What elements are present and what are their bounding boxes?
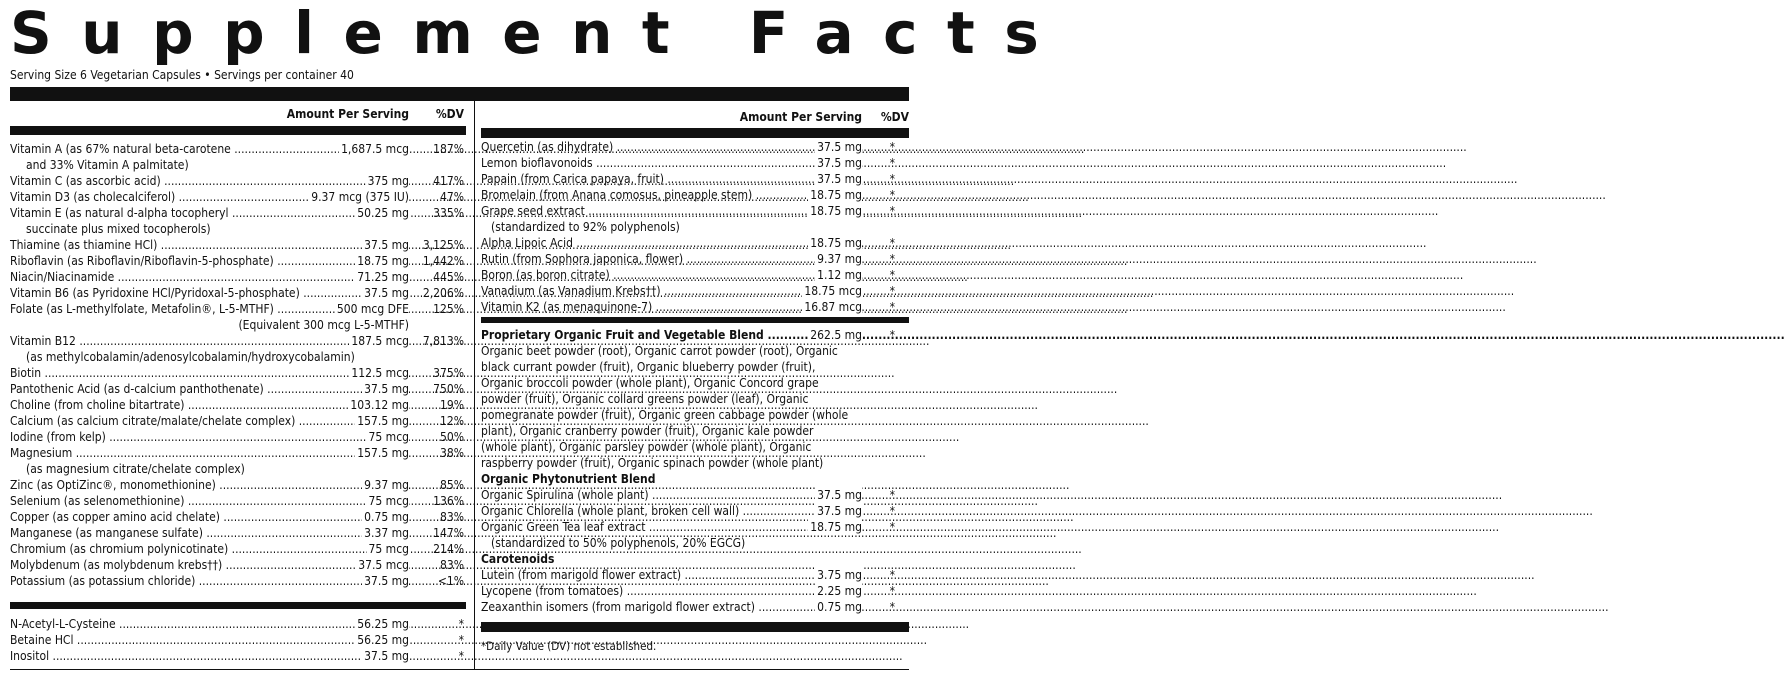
- nutrient-continuation: (Equivalent 300 mcg L-5-MTHF): [238, 318, 409, 332]
- nutrient-row: [10, 557, 466, 573]
- nutrient-label: Zeaxanthin isomers (from marigold flower extract) .....: [481, 599, 862, 615]
- nutrient-dv: 1,442%: [422, 254, 464, 268]
- left-header-bar: [10, 126, 466, 135]
- nutrient-amount: 0.75 mg: [364, 510, 409, 524]
- ingredient-row: [481, 171, 909, 187]
- nutrient-continuation: (as magnesium citrate/chelate complex): [26, 462, 245, 476]
- nutrient-dv: 50%: [440, 430, 464, 444]
- ingredient-row: [481, 567, 909, 583]
- right-footer-bar: [481, 622, 909, 632]
- nutrient-amount: 1,687.5 mcg: [341, 142, 409, 156]
- blend-title-row: [481, 327, 909, 343]
- nutrient-dv: 147%: [433, 526, 464, 540]
- nutrient-dv: *: [889, 300, 895, 314]
- footnote: *Daily Value (DV) not established.: [481, 639, 657, 653]
- nutrient-label: Calcium (as calcium citrate/malate/chelate complex) .....: [10, 413, 409, 429]
- nutrient-row: [10, 333, 466, 349]
- nutrient-dv: 3,125%: [422, 238, 464, 252]
- nutrient-label: Molybdenum (as molybdenum krebs††) .....: [10, 557, 409, 573]
- nutrient-amount: 18.75 mg: [810, 188, 862, 202]
- nutrient-amount: 37.5 mcg: [358, 558, 409, 572]
- nutrient-amount: 9.37 mg: [364, 478, 409, 492]
- nutrient-amount: 2.25 mg: [817, 584, 862, 598]
- nutrient-dv: *: [889, 204, 895, 218]
- ingredient-row: [481, 203, 909, 219]
- nutrient-label: Organic Green Tea leaf extract .....: [481, 519, 862, 535]
- nutrient-dv: *: [889, 252, 895, 266]
- nutrient-dv: 83%: [440, 510, 464, 524]
- blend-ingredients-line: plant), Organic cranberry powder (fruit), Organic kale powder: [481, 424, 814, 438]
- ingredient-row: [481, 267, 909, 283]
- blend-ingredients-line: pomegranate powder (fruit), Organic green cabbage powder (whole: [481, 408, 849, 422]
- amount-header-right: Amount Per Serving: [739, 110, 862, 124]
- ingredient-row: [481, 251, 909, 267]
- nutrient-amount: 112.5 mcg: [351, 366, 409, 380]
- right-column: [481, 101, 909, 669]
- nutrient-label: Betaine HCl .....: [10, 632, 409, 648]
- nutrient-row: [10, 397, 466, 413]
- nutrient-row: [10, 173, 466, 189]
- nutrient-dv: 125%: [433, 302, 464, 316]
- nutrient-amount: 157.5 mg: [357, 414, 409, 428]
- label-title: Supplement Facts: [10, 0, 1069, 67]
- nutrient-row: [10, 541, 466, 557]
- nutrient-label: Vitamin C (as ascorbic acid) .....: [10, 173, 409, 189]
- nutrient-amount: 37.5 mg: [364, 649, 409, 663]
- nutrient-continuation: (standardized to 92% polyphenols): [491, 220, 680, 234]
- nutrient-row: [10, 429, 466, 445]
- blend-title: Proprietary Organic Fruit and Vegetable Blend .....: [481, 327, 862, 343]
- nutrient-row: [10, 205, 466, 221]
- nutrient-label: Thiamine (as thiamine HCl) .....: [10, 237, 409, 253]
- nutrient-row: [10, 381, 466, 397]
- nutrient-dv: 187%: [433, 142, 464, 156]
- amount-header-left: Amount Per Serving: [286, 107, 409, 121]
- nutrient-dv: *: [458, 649, 464, 663]
- nutrient-label: Chromium (as chromium polynicotinate) .....: [10, 541, 409, 557]
- nutrient-amount: 375 mg: [367, 174, 409, 188]
- nutrient-label: Selenium (as selenomethionine) .....: [10, 493, 409, 509]
- nutrient-label: Zinc (as OptiZinc®, monomethionine) .....: [10, 477, 409, 493]
- nutrient-label: Inositol .....: [10, 648, 409, 664]
- nutrient-row: [10, 285, 466, 301]
- nutrient-dv: 214%: [433, 542, 464, 556]
- ingredient-row: [481, 299, 909, 315]
- nutrient-amount: 18.75 mcg: [804, 284, 862, 298]
- left-column: [10, 101, 466, 669]
- nutrient-dv: *: [889, 268, 895, 282]
- nutrient-dv: *: [458, 617, 464, 631]
- nutrient-amount: 0.75 mg: [817, 600, 862, 614]
- nutrient-amount: 18.75 mg: [810, 520, 862, 534]
- carotenoids-title: Carotenoids: [481, 552, 555, 566]
- nutrient-continuation: (standardized to 50% polyphenols, 20% EGCG): [491, 536, 746, 550]
- nutrient-dv: *: [889, 172, 895, 186]
- nutrient-amount: 75 mcg: [368, 430, 409, 444]
- nutrient-label: Vitamin B6 (as Pyridoxine HCl/Pyridoxal-5-phosphate) .....: [10, 285, 409, 301]
- nutrient-amount: 187.5 mcg: [351, 334, 409, 348]
- nutrient-amount: 37.5 mg: [364, 238, 409, 252]
- nutrient-amount: 37.5 mg: [817, 156, 862, 170]
- nutrient-label: Potassium (as potassium chloride) .....: [10, 573, 409, 589]
- nutrient-label: Lutein (from marigold flower extract) .....: [481, 567, 862, 583]
- nutrient-label: Biotin .....: [10, 365, 409, 381]
- nutrient-label: Vanadium (as Vanadium Krebs††) .....: [481, 283, 862, 299]
- nutrient-dv: *: [889, 584, 895, 598]
- nutrient-amount: 71.25 mg: [357, 270, 409, 284]
- ingredient-row: [481, 487, 909, 503]
- nutrient-amount: 50.25 mg: [357, 206, 409, 220]
- nutrient-row: [10, 525, 466, 541]
- nutrient-dv: *: [889, 284, 895, 298]
- blend-amount: 262.5 mg: [810, 328, 862, 342]
- nutrient-label: Vitamin A (as 67% natural beta-carotene .....: [10, 141, 409, 157]
- nutrient-label: Vitamin E (as natural d-alpha tocopheryl .....: [10, 205, 409, 221]
- nutrient-label: Riboflavin (as Riboflavin/Riboflavin-5-phosphate) .....: [10, 253, 409, 269]
- nutrient-amount: 56.25 mg: [357, 633, 409, 647]
- nutrient-dv: 85%: [440, 478, 464, 492]
- nutrient-dv: 7,813%: [422, 334, 464, 348]
- nutrient-dv: 19%: [440, 398, 464, 412]
- nutrient-dv: 417%: [433, 174, 464, 188]
- nutrient-continuation: and 33% Vitamin A palmitate): [26, 158, 189, 172]
- nutrient-amount: 9.37 mg: [817, 252, 862, 266]
- nutrient-row: [10, 648, 466, 664]
- nutrient-amount: 75 mcg: [368, 494, 409, 508]
- nutrient-dv: 2,206%: [422, 286, 464, 300]
- ingredient-row: [481, 235, 909, 251]
- nutrient-label: Quercetin (as dihydrate) .....: [481, 139, 862, 155]
- nutrient-dv: 12%: [440, 414, 464, 428]
- nutrient-amount: 103.12 mg: [350, 398, 409, 412]
- nutrient-amount: 3.37 mg: [364, 526, 409, 540]
- blend-ingredients-line: raspberry powder (fruit), Organic spinach powder (whole plant): [481, 456, 824, 470]
- nutrient-dv: *: [889, 600, 895, 614]
- nutrient-amount: 37.5 mg: [364, 574, 409, 588]
- nutrient-label: Organic Chlorella (whole plant, broken cell wall) .....: [481, 503, 862, 519]
- nutrient-dv: 47%: [440, 190, 464, 204]
- nutrient-label: Niacin/Niacinamide .....: [10, 269, 409, 285]
- nutrient-label: Manganese (as manganese sulfate) .....: [10, 525, 409, 541]
- nutrient-row: [10, 493, 466, 509]
- ingredient-row: [481, 283, 909, 299]
- nutrient-continuation: succinate plus mixed tocopherols): [26, 222, 211, 236]
- nutrient-dv: 750%: [433, 382, 464, 396]
- ingredient-row: [481, 187, 909, 203]
- nutrient-row: [10, 301, 466, 317]
- nutrient-row: [10, 477, 466, 493]
- nutrient-amount: 18.75 mg: [810, 204, 862, 218]
- nutrient-label: Folate (as L-methylfolate, Metafolin®, L-5-MTHF) .....: [10, 301, 409, 317]
- nutrient-label: Bromelain (from Anana comosus, pineapple stem) .....: [481, 187, 862, 203]
- nutrient-row: [10, 189, 466, 205]
- nutrient-dv: *: [889, 140, 895, 154]
- nutrient-amount: 37.5 mg: [817, 172, 862, 186]
- nutrient-row: [10, 141, 466, 157]
- nutrient-row: [10, 269, 466, 285]
- right-blend-bar: [481, 317, 909, 323]
- nutrient-row: [10, 365, 466, 381]
- nutrient-dv: *: [889, 520, 895, 534]
- nutrient-amount: 56.25 mg: [357, 617, 409, 631]
- nutrient-row: [10, 445, 466, 461]
- dv-header-right: %DV: [880, 110, 909, 124]
- nutrient-amount: 500 mcg DFE: [336, 302, 409, 316]
- nutrient-row: [10, 413, 466, 429]
- nutrient-label: Magnesium .....: [10, 445, 409, 461]
- blend-ingredients-line: (whole plant), Organic parsley powder (whole plant), Organic: [481, 440, 812, 454]
- blend-dv: *: [889, 328, 895, 342]
- nutrient-dv: 38%: [440, 446, 464, 460]
- nutrient-dv: 136%: [433, 494, 464, 508]
- nutrient-dv: *: [889, 188, 895, 202]
- nutrient-label: Organic Spirulina (whole plant) .....: [481, 487, 862, 503]
- ingredient-row: [481, 139, 909, 155]
- nutrient-label: Grape seed extract .....: [481, 203, 862, 219]
- nutrient-amount: 18.75 mg: [357, 254, 409, 268]
- nutrient-label: Vitamin D3 (as cholecalciferol) .....: [10, 189, 409, 205]
- phyto-title: Organic Phytonutrient Blend: [481, 472, 656, 486]
- nutrient-row: [10, 573, 466, 589]
- nutrient-dv: 83%: [440, 558, 464, 572]
- nutrient-row: [10, 253, 466, 269]
- nutrient-amount: 9.37 mcg (375 IU): [311, 190, 409, 204]
- nutrient-label: Boron (as boron citrate) .....: [481, 267, 862, 283]
- nutrient-dv: *: [889, 156, 895, 170]
- nutrient-amount: 37.5 mg: [817, 488, 862, 502]
- nutrient-dv: 445%: [433, 270, 464, 284]
- blend-ingredients-line: powder (fruit), Organic collard greens powder (leaf), Organic: [481, 392, 809, 406]
- nutrient-label: Vitamin K2 (as menaquinone-7) .....: [481, 299, 862, 315]
- nutrient-label: Lycopene (from tomatoes) .....: [481, 583, 862, 599]
- nutrient-label: Vitamin B12 .....: [10, 333, 409, 349]
- nutrient-amount: 157.5 mg: [357, 446, 409, 460]
- nutrient-label: Choline (from choline bitartrate) .....: [10, 397, 409, 413]
- nutrient-label: Copper (as copper amino acid chelate) .....: [10, 509, 409, 525]
- nutrient-label: Papain (from Carica papaya, fruit) .....: [481, 171, 862, 187]
- nutrient-dv: 375%: [433, 366, 464, 380]
- ingredient-row: [481, 599, 909, 615]
- nutrient-label: Rutin (from Sophora japonica, flower) .....: [481, 251, 862, 267]
- ingredient-row: [481, 503, 909, 519]
- nutrient-label: Alpha Lipoic Acid .....: [481, 235, 862, 251]
- bottom-rule: [10, 669, 909, 670]
- ingredient-row: [481, 155, 909, 171]
- nutrient-continuation: (as methylcobalamin/adenosylcobalamin/hydroxycobalamin): [26, 350, 355, 364]
- nutrient-amount: 3.75 mg: [817, 568, 862, 582]
- nutrient-amount: 16.87 mcg: [804, 300, 862, 314]
- nutrient-label: N-Acetyl-L-Cysteine .....: [10, 616, 409, 632]
- nutrient-row: [10, 616, 466, 632]
- dv-header-left: %DV: [435, 107, 464, 121]
- left-group-bar: [10, 602, 466, 609]
- serving-info: Serving Size 6 Vegetarian Capsules • Servings per container 40: [10, 68, 354, 82]
- nutrient-amount: 37.5 mg: [364, 382, 409, 396]
- nutrient-dv: 335%: [433, 206, 464, 220]
- nutrient-row: [10, 237, 466, 253]
- nutrient-dv: *: [458, 633, 464, 647]
- nutrient-amount: 1.12 mg: [817, 268, 862, 282]
- nutrient-dv: *: [889, 488, 895, 502]
- nutrient-row: [10, 509, 466, 525]
- top-divider: [10, 87, 909, 101]
- nutrient-amount: 37.5 mg: [817, 140, 862, 154]
- nutrient-dv: <1%: [437, 574, 464, 588]
- ingredient-row: [481, 519, 909, 535]
- nutrient-dv: *: [889, 568, 895, 582]
- nutrient-amount: 37.5 mg: [364, 286, 409, 300]
- blend-ingredients-line: Organic broccoli powder (whole plant), Organic Concord grape: [481, 376, 819, 390]
- nutrient-amount: 18.75 mg: [810, 236, 862, 250]
- nutrient-row: [10, 632, 466, 648]
- nutrient-label: Iodine (from kelp) .....: [10, 429, 409, 445]
- blend-ingredients-line: Organic beet powder (root), Organic carrot powder (root), Organic: [481, 344, 838, 358]
- blend-ingredients-line: black currant powder (fruit), Organic blueberry powder (fruit),: [481, 360, 816, 374]
- nutrient-amount: 37.5 mg: [817, 504, 862, 518]
- ingredient-row: [481, 583, 909, 599]
- nutrient-amount: 75 mcg: [368, 542, 409, 556]
- nutrient-label: Pantothenic Acid (as d-calcium panthothenate) .....: [10, 381, 409, 397]
- right-header-bar: [481, 128, 909, 138]
- nutrient-dv: *: [889, 504, 895, 518]
- nutrient-label: Lemon bioflavonoids .....: [481, 155, 862, 171]
- nutrient-dv: *: [889, 236, 895, 250]
